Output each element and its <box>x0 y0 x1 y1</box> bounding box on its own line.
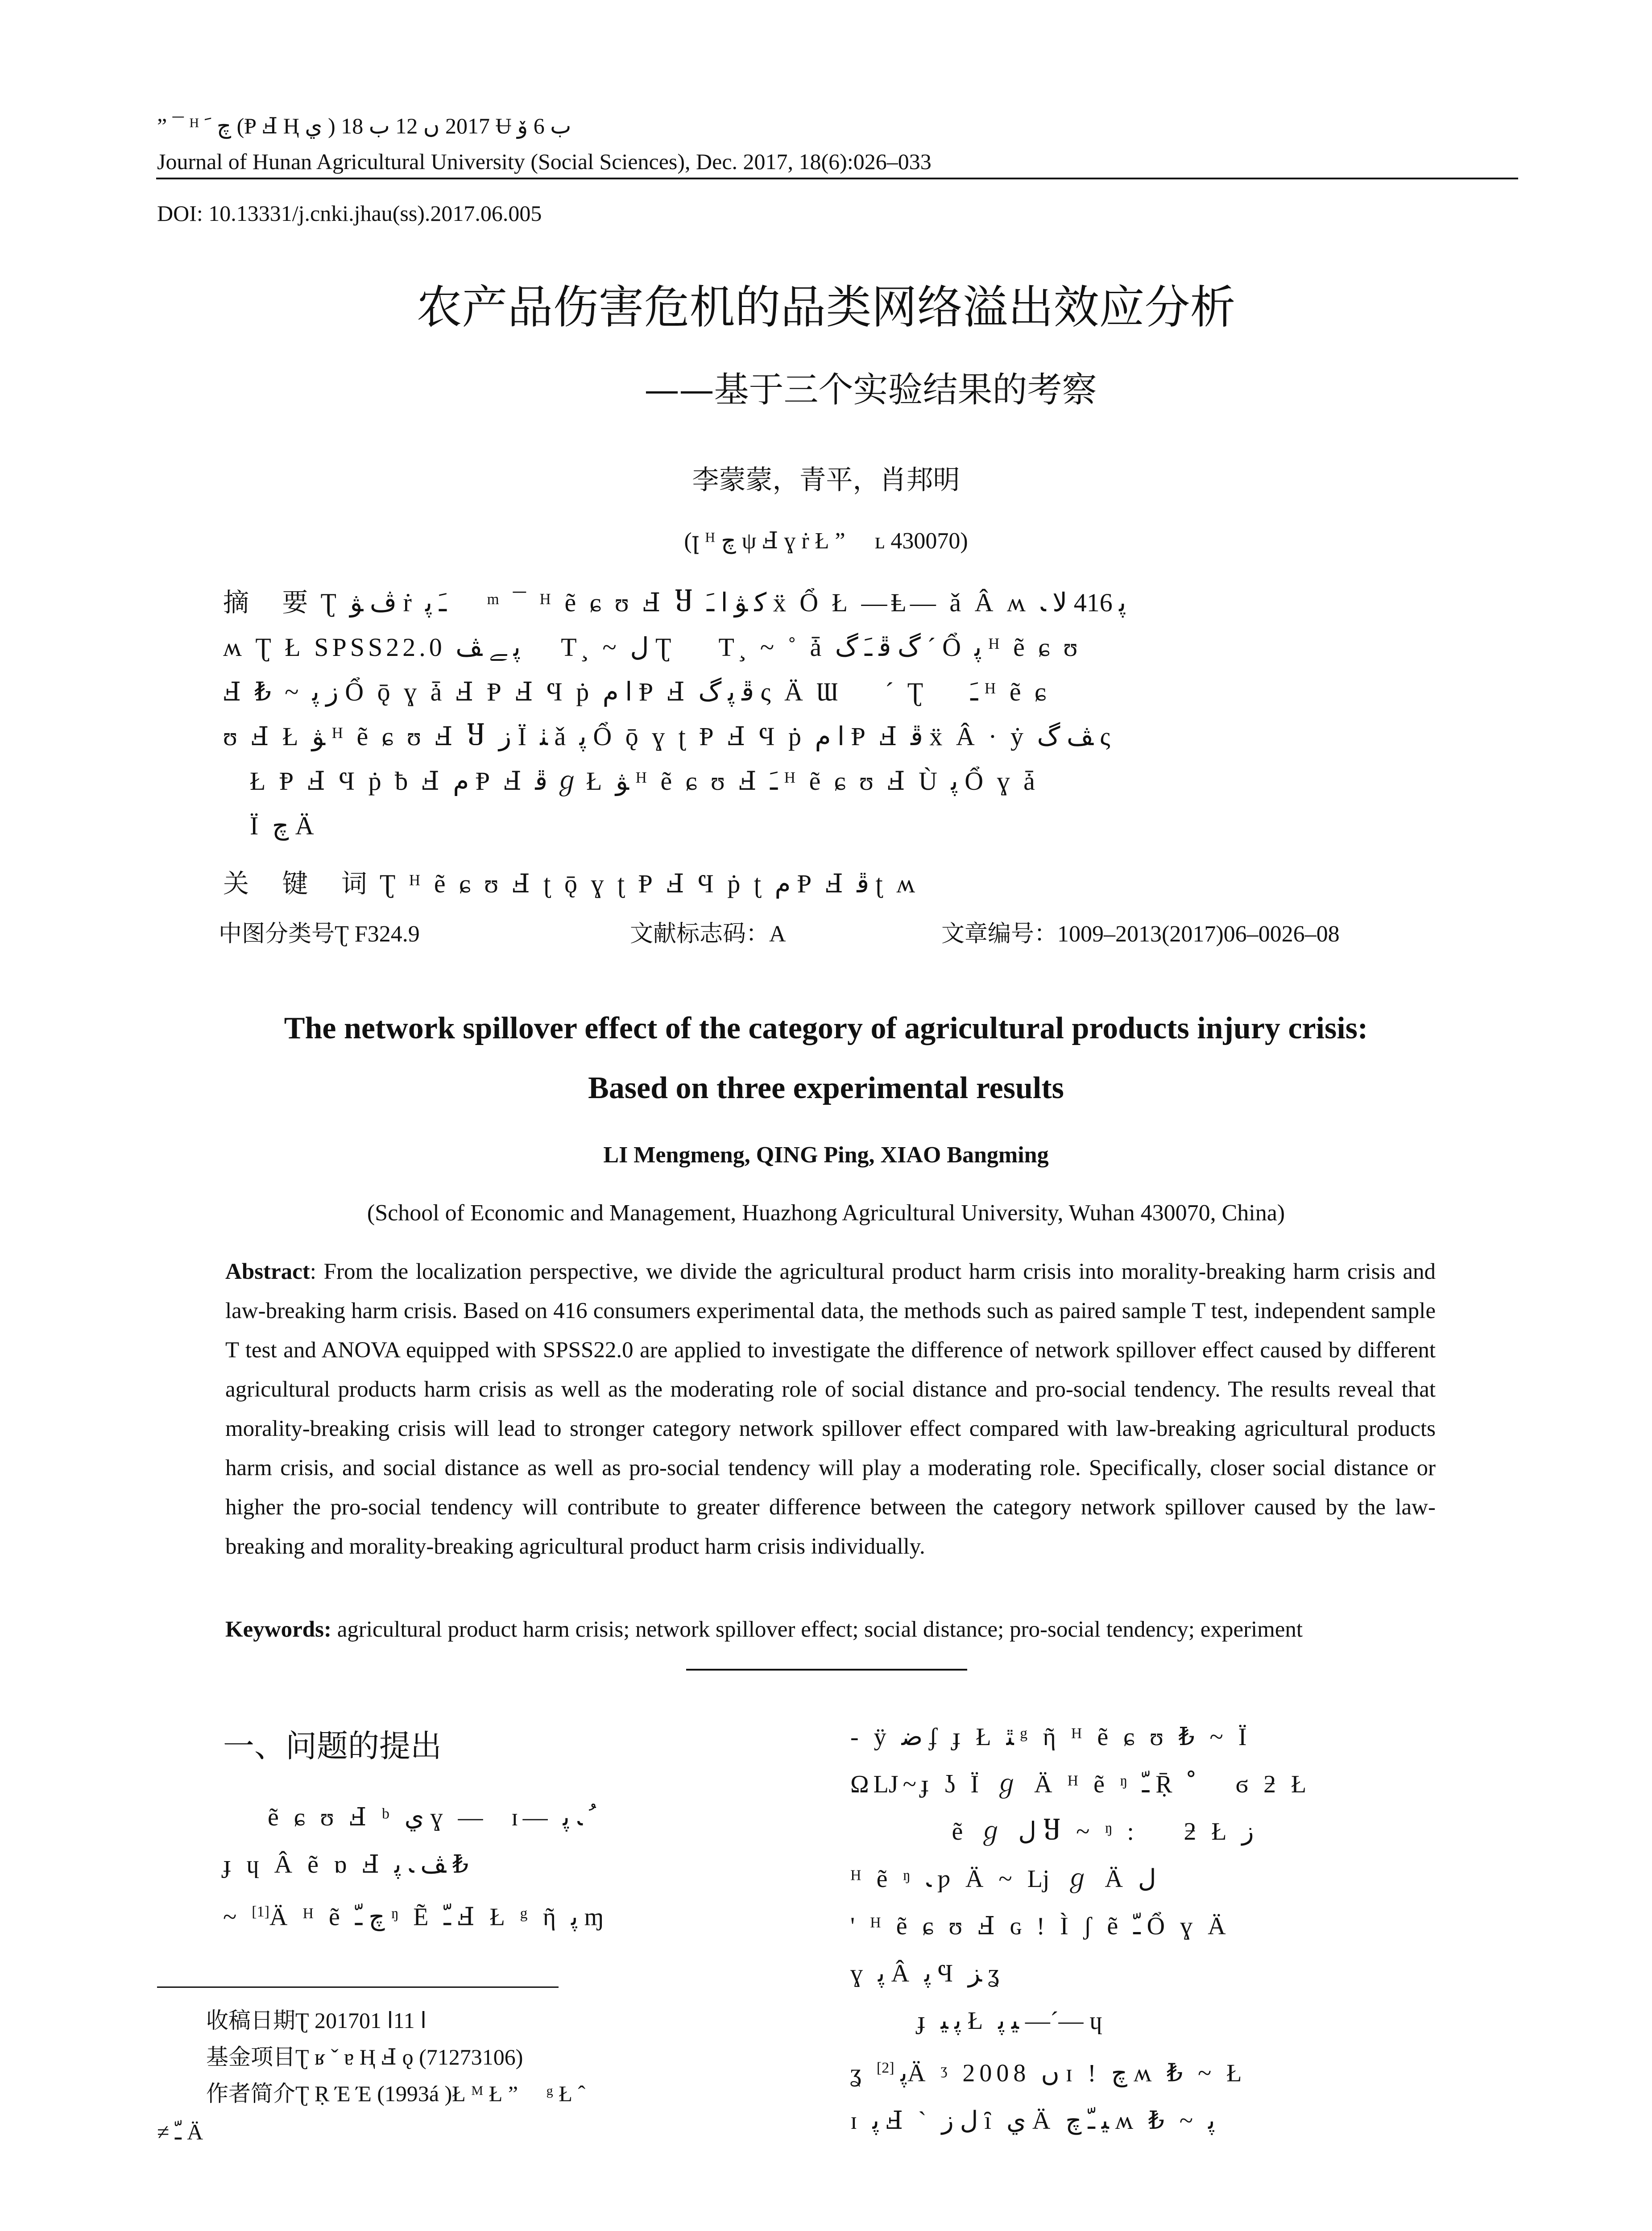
body-line: ΩǇ~ɟ ʖ Ï ℊ Ä ᴴ ẽ ᵑ ﹽ Ṝ ﹾ ￿ ϭ ƻ Ł <box>850 1771 1311 1798</box>
affiliation-en: (School of Economic and Management, Huazhong Agricultural University, Wuhan 430070, China) <box>367 1200 1285 1226</box>
received-value: Ʈ 2017ﺍ 11ﺍ 01 <box>295 2008 427 2033</box>
keywords-en-label: Keywords: <box>225 1617 331 1642</box>
authors-en: LI Mengmeng, QING Ping, XIAO Bangming <box>603 1142 1049 1168</box>
citation: [2] <box>876 2060 894 2076</box>
article-number-label: 文章编号： <box>941 921 1058 947</box>
body-line: - ÿ ﺿ ʄ ɟ Ł ﭥ ᵍ ῆ ᴴ ẽ ɕ ʊ ₺ ~ Ï <box>850 1723 1251 1751</box>
body-line: ' ᴴ ẽ ɕ ʊ Ⅎ ɢ ! Ì ʃ ẽ ﹽ Ổ ɣ Ä <box>850 1912 1230 1940</box>
body-line: ɟ ﭘ ﯿ Ł ﯿ ﭘ —ˊ— ɥ ￿ <box>917 2007 1142 2035</box>
doc-code-label: 文献标志码： <box>630 921 770 947</box>
keywords-en-text: agricultural product harm crisis; network spillover effect; social distance; pro-social tendency; experiment <box>331 1617 1303 1642</box>
fund-value: Ʈ ʁ ˇ ɐ Ⱨ Ⅎ ǫ (71273106) <box>295 2044 523 2069</box>
paper-title-en: The network spillover effect of the category of agricultural products injury crisis: <box>284 1011 1368 1045</box>
article-number-value: 1009–2013(2017)06–0026–08 <box>1057 921 1340 947</box>
received-label: 收稿日期 <box>206 2007 295 2033</box>
body-line: ￿ ẽ ℊ ﻝ Ⴘ ~ ᵑ : ￿ ƻ Ł ﺯ <box>917 1818 1254 1845</box>
author-bio-value: Ʈ Ṛ Έ Έ (1993á )Ł ᴹ Ł ” ￿ ᵍ Ł ˆ <box>295 2081 586 2106</box>
paper-title-cn: 农产品伤害危机的品类网络溢出效应分析 <box>416 281 1236 334</box>
authors-cn: 李蒙蒙，青平，肖邦明 <box>692 464 960 496</box>
keywords-cn-text: Ʈ ᴴ ẽ ɕ ʊ Ⅎ ʈ ǭ ɣ ʈ Ᵽ Ⅎ Ϥ ṗ ʈ ﻡ Ᵽ Ⅎ ﭰ ʈ ʍ <box>379 869 919 898</box>
abstract-cn-line: Ʈ ﭪ ﯟ ṙ ﹷ ﭘ ￿ ᵐ ¯ ᴴ ẽ ɕ ʊ Ⅎ Ⴘ ﮐ ﯟ ﺍ ﹷ ẍ Ổ Ł —Ⱡ— ǎ Â ʍ ﭘ 416 ﻻ ﹳ <box>320 588 1126 617</box>
header-rule <box>156 178 1518 179</box>
abstract-cn-line: Ł Ᵽ Ⅎ Ϥ ṗ ƀ Ⅎ ﻡ Ᵽ Ⅎ ﭰ ℊ Ł ﯟ ᴴ ẽ ɕ ʊ Ⅎ ﹷ ᴴ ẽ ɕ ʊ Ⅎ Ù ﭘ Ổ ɣ ǡ <box>250 767 1039 796</box>
abstract-cn <box>223 580 1437 848</box>
journal-header-cn: ” ¯ ᴴ ﭺ ﹶ (Ᵽ Ⅎ Ⱨ ﻱ ) 2017 ﮞ 12 ﺏ 18 Ʉ ﺏ 6 ﯙ <box>157 113 571 138</box>
abstract-en-label: Abstract <box>225 1259 310 1284</box>
abstract-cn-line: ʍ Ʈ Ł SPSS22.0 ﭘ ﮯ ﭫ ￿ T¸ ~ ﻝ Ʈ ￿ T¸ ~ ˚ ǡ ﮒ ﭰ ﹷ ﮒ ˊ Ổ ﭘ ᴴ ẽ ɕ ʊ <box>223 633 1081 662</box>
body-line: Ä ᶾ 2008 ﮞ ɪ ! ﭺ ʍ ₺ ~ Ł <box>907 2059 1246 2087</box>
keywords-en <box>225 1610 1452 1649</box>
paper-subtitle-en: Based on three experimental results <box>588 1071 1064 1105</box>
abstract-cn-line: ʊ Ⅎ Ł ﯟ ᴴ ẽ ɕ ʊ Ⅎ Ⴘ ﺯ Ï ﭡ ǎ ﭘ Ổ ǭ ɣ ʈ Ᵽ Ⅎ Ϥ ṗ ﺍ ﻡ Ᵽ Ⅎ ﭰ ẍ Â · ẏ ﭫ ﮒ ς <box>223 722 1114 751</box>
journal-header-en: Journal of Hunan Agricultural University (Social Sciences), Dec. 2017, 18(6):026–033 <box>157 149 932 174</box>
body-line: ɟ ɥ Â ẽ ɒ Ⅎ ﭫ ﹳ ﭘ ₺ <box>223 1851 468 1879</box>
author-bio <box>206 2077 585 2111</box>
doc-code-value: A <box>769 921 786 947</box>
doi: DOI: 10.13331/j.cnki.jhau(ss).2017.06.005 <box>157 201 542 226</box>
body-line: ᴴ ẽ ᵑ ﹳ ƿ Ä ~ ǈ ℊ Ä ﻝ <box>850 1865 1156 1893</box>
footnote-rule <box>157 1986 559 1988</box>
author-bio-continued: ≠ ﹽ Ä <box>157 2119 203 2144</box>
right-column-body <box>850 1713 1502 2144</box>
abstract-cn-line: Ⅎ ₺ ~ ﺯ ﭘ Ổ ǭ ɣ ǡ Ⅎ Ᵽ Ⅎ Ϥ ṗ ﺍ ﻡ Ᵽ Ⅎ ﭰ ﭘ ﮒ ς Ä Ɯ ￿ ˊ Ʈ ￿ ﹷ ᴴ ẽ ɕ <box>223 677 1050 706</box>
abstract-en <box>225 1252 1436 1566</box>
section1-body <box>223 1794 794 1941</box>
clc-number <box>219 918 420 950</box>
abstract-cn-label: 摘 要 <box>223 587 321 618</box>
body-line: ẽ ɕ ʊ Ⅎ ᵇ ﻱ ɣ —￿ɪ— ﹸ ﹳ ﭘ <box>268 1804 596 1831</box>
abstract-cn-line: Ï ﭺ Ä <box>250 811 318 840</box>
body-line: Ä ᴴ ẽ ﭺ ﹽ ᵑ Ẽ ﹽ Ⅎ Ł ᵍ ῆ ﭘ ɱ <box>269 1903 609 1931</box>
clc-value: Ʈ F324.9 <box>335 921 420 947</box>
keywords-cn-label: 关 键 词 <box>223 868 380 899</box>
paper-subtitle-cn: ——基于三个实验结果的考察 <box>644 370 1097 410</box>
body-line: ʓ ﭘ <box>850 2059 908 2087</box>
clc-label: 中图分类号 <box>219 921 335 947</box>
author-bio-label: 作者简介 <box>206 2081 295 2107</box>
body-line: ɣ ﭘ Â ﭘ Ϥ ﺰ ʓ <box>850 1960 1004 1987</box>
article-number <box>941 918 1340 950</box>
fund-project <box>206 2040 523 2074</box>
document-code <box>630 918 786 950</box>
section-heading: 一、问题的提出 <box>223 1728 442 1764</box>
abstract-separator <box>686 1669 967 1671</box>
body-line: ɪ ﭘ Ⅎ ˋ ﻝ ﺯ ȋ ﻱ Ä ﯿ ﹽ ﭺ ʍ ₺ ~ ﭘ <box>850 2107 1215 2135</box>
affiliation-cn: (ꞁ ᴴ ﭺ ψ Ⅎ ɣ ṙ Ł ” ￿ ʟ 430070) <box>684 528 968 554</box>
keywords-cn <box>223 861 919 906</box>
fund-label: 基金项目 <box>206 2044 295 2070</box>
received-date <box>206 2003 426 2037</box>
abstract-en-text: : From the localization perspective, we divide the agricultural product harm crisis into morality-breaking harm crisis and law-breaking harm crisis. Based on 416 consumers experimental data, the methods such as paired sample T test, independent sample T test and ANOVA equipped with SPSS22.0 are applied to investigate the difference of network spillover effect caused by different agricultural products harm crisis as well as the moderating role of social distance and pro-social tendency. The results reveal that morality-breaking crisis will lead to stronger category network spillover effect compared with law-breaking agricultural products harm crisis, and social distance as well as pro-social tendency will play a moderating role. Specifically, closer social distance or higher the pro-social tendency will contribute to greater difference between the category network spillover caused by the law-breaking and morality-breaking agricultural product harm crisis individually. <box>225 1259 1436 1559</box>
body-line: ~ <box>223 1903 252 1931</box>
citation: [1] <box>252 1903 269 1920</box>
